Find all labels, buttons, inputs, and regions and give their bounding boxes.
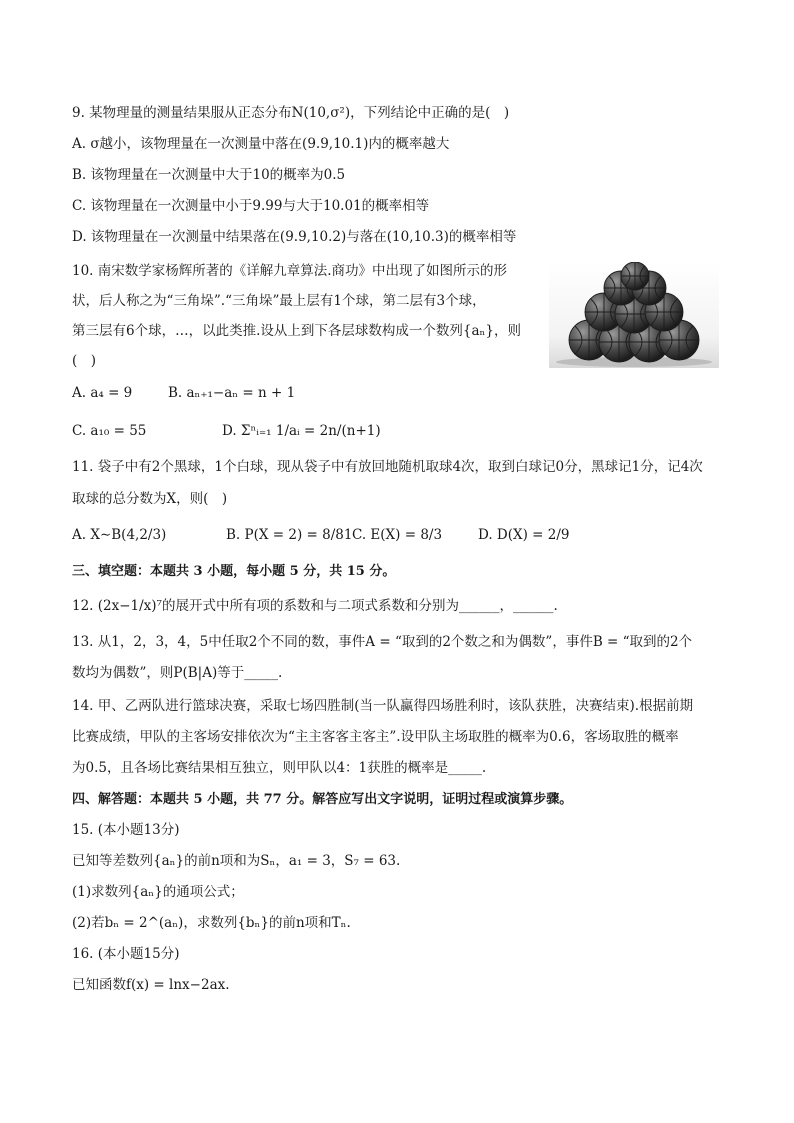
q11-line1: 11. 袋子中有2个黑球，1个白球，现从袋子中有放回地随机取球4次，取到白球记0分，黑球记1分，记4次 <box>72 459 703 475</box>
q10-option-a: A. a₄ = 9 <box>72 385 133 401</box>
q11-option-d: D. D(X) = 2/9 <box>478 527 570 543</box>
q13-line2: 数均为偶数”，则P(B|A)等于_____. <box>72 665 283 681</box>
q15-part1: (1)求数列{aₙ}的通项公式； <box>72 884 244 900</box>
q9-option-d: D. 该物理量在一次测量中结果落在(9.9,10.2)与落在(10,10.3)的概率相等 <box>72 229 517 245</box>
q9-option-b: B. 该物理量在一次测量中大于10的概率为0.5 <box>72 167 346 183</box>
q9-stem: 9. 某物理量的测量结果服从正态分布N(10,σ²)，下列结论中正确的是( ) <box>72 105 510 121</box>
q10-option-d: D. Σⁿᵢ₌₁ 1/aᵢ = 2n/(n+1) <box>222 423 381 439</box>
q15-given: 已知等差数列{aₙ}的前n项和为Sₙ，a₁ = 3，S₇ = 63. <box>72 853 401 869</box>
q10-option-c: C. a₁₀ = 55 <box>72 423 147 439</box>
q10-line4: ( ) <box>72 353 97 369</box>
q11-line2: 取球的总分数为X，则( ) <box>72 491 228 507</box>
q9-option-c: C. 该物理量在一次测量中小于9.99与大于10.01的概率相等 <box>72 198 430 214</box>
q16-given: 已知函数f(x) = lnx−2ax. <box>72 977 230 993</box>
q14-line2: 比赛成绩，甲队的主客场安排依次为“主主客客主客主”.设甲队主场取胜的概率为0.6，客场取胜的概率 <box>72 729 679 745</box>
q13-line1: 13. 从1，2，3，4，5中任取2个不同的数，事件A = “取到的2个数之和为偶数”，事件B = “取到的2个 <box>72 634 693 650</box>
q15-header: 15. (本小题13分) <box>72 822 180 838</box>
section-3-heading: 三、填空题：本题共 3 小题，每小题 5 分，共 15 分。 <box>72 564 396 579</box>
basketball-triangle-pile-icon <box>549 262 719 368</box>
q10-line3: 第三层有6个球，…，以此类推.设从上到下各层球数构成一个数列{aₙ}，则 <box>72 323 521 339</box>
q11-option-a: A. X∼B(4,2/3) <box>72 527 167 543</box>
q11-option-b: B. P(X = 2) = 8/81 <box>226 527 353 543</box>
q14-line3: 为0.5，且各场比赛结果相互独立，则甲队以4：1获胜的概率是_____. <box>72 760 487 776</box>
q12-stem: 12. (2x−1/x)⁷的展开式中所有项的系数和与二项式系数和分别为______，______. <box>72 598 558 614</box>
q11-option-c: C. E(X) = 8/3 <box>352 527 443 543</box>
q10-line1: 10. 南宋数学家杨辉所著的《详解九章算法.商功》中出现了如图所示的形 <box>72 263 508 279</box>
q16-header: 16. (本小题15分) <box>72 946 180 962</box>
q15-part2: (2)若bₙ = 2^(aₙ)，求数列{bₙ}的前n项和Tₙ. <box>72 915 351 931</box>
q9-option-a: A. σ越小，该物理量在一次测量中落在(9.9,10.1)内的概率越大 <box>72 136 450 152</box>
q14-line1: 14. 甲、乙两队进行篮球决赛，采取七场四胜制(当一队赢得四场胜利时，该队获胜，决赛结束).根据前期 <box>72 698 694 714</box>
q10-option-b: B. aₙ₊₁−aₙ = n + 1 <box>168 385 296 401</box>
q10-line2: 状，后人称之为“三角垛”.“三角垛”最上层有1个球，第二层有3个球， <box>72 293 486 309</box>
section-4-heading: 四、解答题：本题共 5 小题，共 77 分。解答应写出文字说明，证明过程或演算步骤。 <box>72 792 573 807</box>
basketball-pile-illustration <box>549 262 719 368</box>
